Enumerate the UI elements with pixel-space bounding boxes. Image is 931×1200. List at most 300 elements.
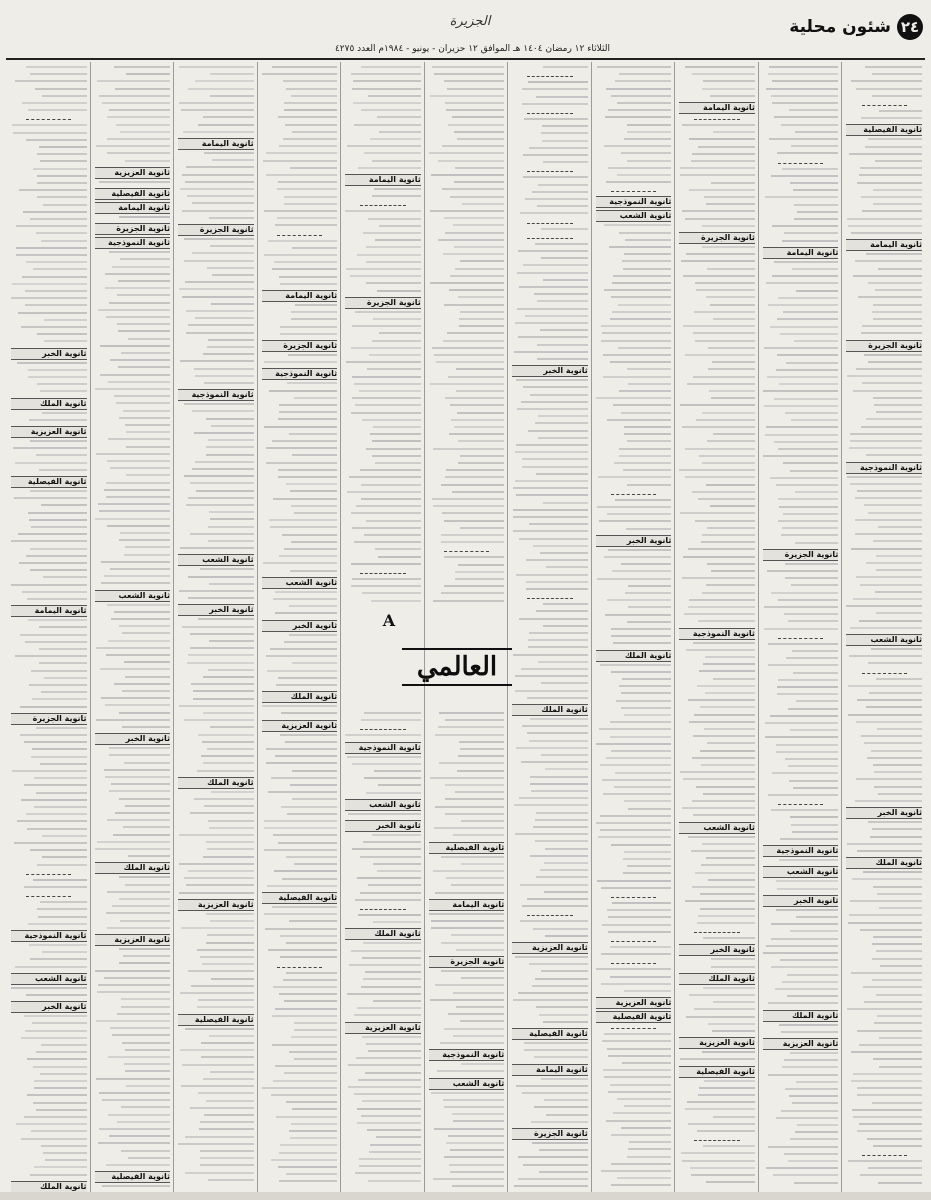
school-subhead: ثانوية العزيزية xyxy=(11,426,87,438)
text-line xyxy=(118,280,170,282)
text-line xyxy=(207,267,254,269)
text-line xyxy=(797,1124,839,1126)
text-line xyxy=(354,1014,421,1016)
text-line xyxy=(99,181,170,183)
text-line xyxy=(97,841,170,843)
text-line xyxy=(197,770,253,772)
text-line xyxy=(188,970,254,972)
school-subhead: ثانوية الملك xyxy=(95,862,171,874)
text-line xyxy=(846,605,922,607)
text-line xyxy=(435,806,504,808)
text-line xyxy=(270,648,338,650)
text-line xyxy=(682,807,755,809)
text-line xyxy=(861,117,922,119)
text-line xyxy=(521,761,588,763)
text-line xyxy=(108,381,170,383)
text-line xyxy=(186,884,254,886)
text-line xyxy=(36,727,87,729)
text-line xyxy=(359,390,421,392)
text-line xyxy=(680,174,754,176)
text-line xyxy=(861,735,922,737)
text-line xyxy=(124,554,170,556)
text-line xyxy=(24,886,86,888)
text-line xyxy=(22,102,86,104)
text-line xyxy=(764,606,838,608)
text-line xyxy=(206,446,254,448)
text-line xyxy=(680,404,755,406)
text-line xyxy=(685,66,755,68)
text-line xyxy=(30,569,87,571)
text-line xyxy=(458,564,505,566)
text-line xyxy=(685,900,755,902)
text-line xyxy=(292,454,338,456)
text-line xyxy=(853,1116,922,1118)
column-rule xyxy=(424,62,425,1192)
text-line xyxy=(791,419,839,421)
text-line xyxy=(30,73,87,75)
text-line xyxy=(520,920,588,922)
text-line xyxy=(696,786,755,788)
text-line xyxy=(860,584,922,586)
dash-separator xyxy=(277,967,322,968)
text-line xyxy=(201,755,253,757)
text-line xyxy=(445,798,504,800)
text-line xyxy=(14,497,86,499)
text-line xyxy=(457,412,505,414)
text-line xyxy=(765,196,838,198)
text-line xyxy=(871,750,922,752)
text-line xyxy=(791,584,838,586)
text-line xyxy=(600,764,671,766)
text-line xyxy=(702,412,755,414)
text-line xyxy=(372,440,421,442)
text-line xyxy=(101,697,170,699)
text-line xyxy=(27,1094,86,1096)
text-line xyxy=(30,958,86,960)
text-line xyxy=(291,311,337,313)
school-subhead: ثانوية الخبر xyxy=(596,535,672,547)
dash-separator xyxy=(778,163,823,164)
text-line xyxy=(113,834,171,836)
school-subhead: ثانوية اليمامة xyxy=(11,605,87,617)
text-line xyxy=(352,88,421,90)
text-line xyxy=(514,804,587,806)
text-line xyxy=(516,747,588,749)
text-line xyxy=(351,73,420,75)
text-line xyxy=(36,792,87,794)
text-line xyxy=(629,1141,671,1143)
text-line xyxy=(277,217,337,219)
text-line xyxy=(41,504,87,506)
text-line xyxy=(359,1165,421,1167)
text-line xyxy=(796,1081,838,1083)
text-line xyxy=(861,196,922,198)
text-line xyxy=(101,582,170,584)
text-line xyxy=(430,383,505,385)
text-line xyxy=(429,913,504,915)
text-line xyxy=(96,453,170,455)
text-line xyxy=(211,303,253,305)
text-line xyxy=(32,1022,86,1024)
text-line xyxy=(290,490,338,492)
feature-mark: A xyxy=(382,611,396,630)
text-line xyxy=(348,1064,421,1066)
text-line xyxy=(543,502,588,504)
text-line xyxy=(710,304,755,306)
text-line xyxy=(32,698,87,700)
text-line xyxy=(368,95,421,97)
text-line xyxy=(692,73,755,75)
text-line xyxy=(358,1079,420,1081)
text-line xyxy=(872,95,922,97)
text-line xyxy=(541,1078,588,1080)
text-line xyxy=(769,138,838,140)
text-line xyxy=(860,929,922,931)
text-line xyxy=(23,211,87,213)
text-line xyxy=(449,433,504,435)
text-line xyxy=(615,772,671,774)
text-line xyxy=(122,632,170,634)
text-line xyxy=(695,340,755,342)
text-line xyxy=(708,347,755,349)
text-line xyxy=(27,828,86,830)
text-line xyxy=(600,815,671,817)
text-line xyxy=(13,447,86,449)
text-line xyxy=(186,310,253,312)
text-line xyxy=(876,994,922,996)
text-line xyxy=(352,763,421,765)
text-line xyxy=(529,523,588,525)
text-line xyxy=(30,440,87,442)
text-line xyxy=(210,95,253,97)
text-line xyxy=(430,777,505,779)
text-line xyxy=(691,850,755,852)
text-line xyxy=(432,498,504,500)
text-line xyxy=(448,1013,504,1015)
text-line xyxy=(182,174,253,176)
text-line xyxy=(852,878,922,880)
text-line xyxy=(603,376,671,378)
text-line xyxy=(271,777,337,779)
school-subhead: ثانوية العزيزية xyxy=(262,720,338,732)
text-line xyxy=(445,397,504,399)
text-line xyxy=(545,848,588,850)
text-line xyxy=(279,276,337,278)
text-line xyxy=(793,787,839,789)
text-line xyxy=(682,1160,755,1162)
text-line xyxy=(696,419,755,421)
text-line xyxy=(108,438,170,440)
text-line xyxy=(98,503,170,505)
text-line xyxy=(269,519,337,521)
text-line xyxy=(188,88,253,90)
text-line xyxy=(433,448,505,450)
text-line xyxy=(204,1114,254,1116)
text-line xyxy=(529,740,587,742)
text-line xyxy=(516,379,588,381)
text-line xyxy=(352,397,420,399)
text-line xyxy=(859,1044,922,1046)
text-line xyxy=(202,741,254,743)
text-line xyxy=(274,870,337,872)
dash-separator xyxy=(26,874,71,875)
text-line xyxy=(210,73,254,75)
text-line xyxy=(27,1058,87,1060)
school-subhead: ثانوية الشعب xyxy=(95,590,171,602)
text-line xyxy=(30,1174,87,1176)
text-line xyxy=(34,777,86,779)
text-line xyxy=(266,174,337,176)
text-line xyxy=(11,297,86,299)
text-line xyxy=(262,1087,337,1089)
text-line xyxy=(518,250,588,252)
text-line xyxy=(776,880,838,882)
school-subhead: ثانوية الملك xyxy=(11,398,87,410)
text-line xyxy=(689,994,755,996)
text-line xyxy=(530,776,588,778)
page-number-badge: ٢٤ xyxy=(897,14,923,40)
text-line xyxy=(857,1094,922,1096)
text-line xyxy=(686,253,755,255)
text-line xyxy=(532,1142,588,1144)
text-line xyxy=(445,476,504,478)
text-line xyxy=(122,1042,170,1044)
text-line xyxy=(28,369,86,371)
text-line xyxy=(128,855,170,857)
text-line xyxy=(285,741,337,743)
text-line xyxy=(360,469,420,471)
school-subhead: ثانوية العزيزية xyxy=(345,1022,421,1034)
text-line xyxy=(543,66,588,68)
text-line xyxy=(434,827,504,829)
text-line xyxy=(868,662,922,664)
text-line xyxy=(369,354,420,356)
text-line xyxy=(768,794,839,796)
text-line xyxy=(26,813,87,815)
text-line xyxy=(116,124,170,126)
text-line xyxy=(764,628,839,630)
text-line xyxy=(357,1007,421,1009)
text-line xyxy=(694,1008,755,1010)
text-line xyxy=(286,1173,338,1175)
text-line xyxy=(431,174,505,176)
text-line xyxy=(441,541,505,543)
text-line xyxy=(286,483,337,485)
text-line xyxy=(617,102,672,104)
text-line xyxy=(197,949,254,951)
text-line xyxy=(539,1149,587,1151)
text-line xyxy=(275,591,337,593)
text-line xyxy=(285,124,337,126)
text-line xyxy=(441,534,504,536)
text-line xyxy=(847,218,922,220)
text-line xyxy=(278,116,337,118)
text-line xyxy=(286,942,338,944)
text-line xyxy=(695,282,755,284)
text-line xyxy=(262,705,337,707)
text-line xyxy=(292,798,337,800)
text-line xyxy=(522,725,588,727)
text-line xyxy=(791,145,839,147)
column-rule xyxy=(758,62,759,1192)
text-line xyxy=(211,978,253,980)
text-line xyxy=(873,1058,922,1060)
text-line xyxy=(187,662,254,664)
text-line xyxy=(618,347,672,349)
dash-separator xyxy=(778,804,823,805)
text-line xyxy=(452,116,505,118)
text-line xyxy=(682,426,755,428)
text-line xyxy=(766,426,838,428)
text-line xyxy=(188,324,254,326)
text-line xyxy=(528,639,588,641)
text-line xyxy=(617,1177,671,1179)
text-line xyxy=(198,999,254,1001)
text-line xyxy=(289,1130,337,1132)
dash-separator xyxy=(611,963,656,964)
text-line xyxy=(128,338,170,340)
text-line xyxy=(365,1072,421,1074)
text-line xyxy=(21,326,86,328)
text-line xyxy=(24,1116,86,1118)
text-line xyxy=(779,1024,838,1026)
text-line xyxy=(783,513,838,515)
column-rule xyxy=(591,62,592,1192)
text-line xyxy=(521,401,588,403)
text-line xyxy=(12,124,87,126)
text-line xyxy=(286,1101,337,1103)
text-line xyxy=(275,224,337,226)
feature-box xyxy=(402,638,512,708)
text-line xyxy=(182,296,254,298)
text-line xyxy=(378,784,421,786)
text-line xyxy=(292,247,338,249)
text-line xyxy=(181,109,253,111)
text-line xyxy=(515,480,588,482)
text-line xyxy=(43,576,86,578)
school-subhead: ثانوية النموذجية xyxy=(596,196,672,208)
text-line xyxy=(604,224,671,226)
text-line xyxy=(116,402,170,404)
text-line xyxy=(873,764,922,766)
text-line xyxy=(286,972,337,974)
text-line xyxy=(862,382,922,384)
text-line xyxy=(125,546,170,548)
text-line xyxy=(874,404,922,406)
text-line xyxy=(617,1098,671,1100)
text-line xyxy=(692,800,755,802)
text-line xyxy=(370,1144,420,1146)
text-line xyxy=(355,311,421,313)
text-line xyxy=(208,439,253,441)
text-line xyxy=(458,440,504,442)
text-line xyxy=(11,540,86,542)
text-line xyxy=(613,275,671,277)
text-line xyxy=(513,530,587,532)
text-line xyxy=(453,1120,504,1122)
text-line xyxy=(627,1156,672,1158)
text-line xyxy=(711,397,754,399)
text-line xyxy=(450,1171,504,1173)
text-line xyxy=(606,1120,671,1122)
text-line xyxy=(856,368,922,370)
text-line xyxy=(776,751,838,753)
text-line xyxy=(771,923,838,925)
text-line xyxy=(602,1040,672,1042)
text-line xyxy=(121,352,170,354)
text-line xyxy=(125,884,170,886)
text-line xyxy=(179,863,254,865)
text-line xyxy=(125,160,170,162)
text-line xyxy=(792,268,838,270)
text-line xyxy=(39,146,86,148)
text-line xyxy=(517,272,588,274)
text-line xyxy=(351,512,421,514)
text-line xyxy=(354,383,421,385)
text-line xyxy=(877,893,922,895)
text-line xyxy=(280,283,337,285)
text-line xyxy=(780,959,838,961)
text-line xyxy=(795,131,838,133)
text-line xyxy=(120,258,170,260)
text-line xyxy=(513,487,588,489)
text-line xyxy=(110,467,170,469)
text-line xyxy=(17,362,87,364)
text-line xyxy=(370,138,421,140)
text-line xyxy=(123,955,171,957)
text-line xyxy=(192,410,254,412)
text-line xyxy=(513,654,588,656)
text-line xyxy=(379,131,421,133)
text-line xyxy=(703,1145,755,1147)
text-line xyxy=(627,621,672,623)
school-subhead: ثانوية الملك xyxy=(596,650,672,662)
text-line xyxy=(879,1066,922,1068)
text-line xyxy=(611,628,672,630)
text-line xyxy=(771,592,839,594)
text-line xyxy=(360,856,421,858)
text-line xyxy=(688,606,755,608)
text-line xyxy=(347,145,421,147)
text-line xyxy=(190,647,253,649)
text-line xyxy=(377,290,421,292)
text-line xyxy=(616,700,672,702)
text-line xyxy=(627,368,672,370)
text-line xyxy=(361,66,421,68)
text-line xyxy=(850,483,922,485)
text-line xyxy=(433,600,504,602)
text-line xyxy=(355,1172,420,1174)
text-line xyxy=(519,286,587,288)
text-line xyxy=(605,116,672,118)
text-line xyxy=(191,985,254,987)
text-line xyxy=(457,770,504,772)
text-line xyxy=(783,462,838,464)
text-line xyxy=(372,195,421,197)
text-line xyxy=(711,966,755,968)
text-line xyxy=(689,189,755,191)
text-line xyxy=(207,934,254,936)
school-subhead: ثانوية الفيصلية xyxy=(429,842,505,854)
text-line xyxy=(872,958,922,960)
text-line xyxy=(39,648,87,650)
text-line xyxy=(206,1100,254,1102)
text-line xyxy=(447,88,504,90)
text-line xyxy=(458,462,504,464)
school-subhead: ثانوية الجزيرة xyxy=(262,340,338,352)
text-line xyxy=(180,547,253,549)
text-line xyxy=(544,891,588,893)
